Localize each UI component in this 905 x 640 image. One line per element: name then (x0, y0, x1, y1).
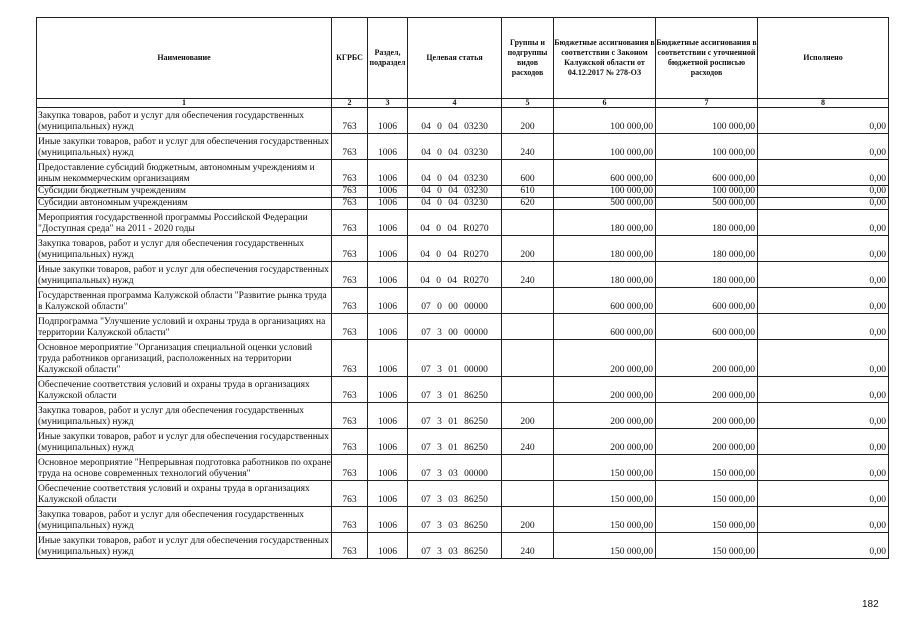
table-cell-refined: 600 000,00 (656, 314, 758, 340)
column-number-row (37, 99, 889, 108)
table-cell-name: Предоставление субсидий бюджетным, автономным учреждениям и иным некоммерческим организациям (37, 160, 332, 186)
table-cell-razdel: 1006 (368, 340, 408, 377)
table-row (37, 314, 889, 340)
column-number: 3 (368, 99, 408, 108)
table-cell-razdel: 1006 (368, 377, 408, 403)
table-cell-target: 04 0 04 R0270 (408, 236, 502, 262)
budget-table (36, 17, 889, 559)
table-cell-kgrbs: 763 (332, 507, 368, 533)
table-row (37, 236, 889, 262)
table-cell-law: 180 000,00 (554, 262, 656, 288)
table-cell-refined: 600 000,00 (656, 288, 758, 314)
table-cell-name: Основное мероприятие "Организация специальной оценки условий труда работников организаций, расположенных на территории Калужской области" (37, 340, 332, 377)
table-cell-kgrbs: 763 (332, 455, 368, 481)
table-cell-razdel: 1006 (368, 186, 408, 198)
table-cell-done: 0,00 (758, 314, 889, 340)
table-cell-razdel: 1006 (368, 533, 408, 559)
table-cell-refined: 600 000,00 (656, 160, 758, 186)
table-cell-done: 0,00 (758, 403, 889, 429)
header-name: Наименование (37, 18, 332, 99)
table-cell-law: 100 000,00 (554, 108, 656, 134)
table-cell-refined: 180 000,00 (656, 236, 758, 262)
table-cell-kgrbs: 763 (332, 377, 368, 403)
table-cell-name: Иные закупки товаров, работ и услуг для обеспечения государственных (муниципальных) нужд (37, 429, 332, 455)
table-cell-group: 200 (502, 108, 554, 134)
table-cell-name: Обеспечение соответствия условий и охраны труда в организациях Калужской области (37, 481, 332, 507)
table-cell-group (502, 314, 554, 340)
table-cell-name: Иные закупки товаров, работ и услуг для обеспечения государственных (муниципальных) нужд (37, 533, 332, 559)
header-razdel: Раздел, подраздел (368, 18, 408, 99)
table-cell-razdel: 1006 (368, 236, 408, 262)
table-cell-name: Субсидии бюджетным учреждениям (37, 186, 332, 198)
table-cell-razdel: 1006 (368, 507, 408, 533)
table-cell-done: 0,00 (758, 377, 889, 403)
table-cell-done: 0,00 (758, 108, 889, 134)
table-cell-target: 04 0 04 R0270 (408, 210, 502, 236)
table-cell-group: 600 (502, 160, 554, 186)
table-cell-done: 0,00 (758, 262, 889, 288)
table-cell-name: Государственная программа Калужской области "Развитие рынка труда в Калужской области" (37, 288, 332, 314)
table-row (37, 340, 889, 377)
table-cell-target: 07 3 01 86250 (408, 377, 502, 403)
table-cell-group (502, 481, 554, 507)
table-cell-group: 240 (502, 429, 554, 455)
table-cell-group: 200 (502, 507, 554, 533)
table-cell-law: 200 000,00 (554, 377, 656, 403)
table-cell-refined: 200 000,00 (656, 340, 758, 377)
table-cell-refined: 100 000,00 (656, 108, 758, 134)
table-cell-target: 07 3 01 86250 (408, 403, 502, 429)
table-cell-refined: 500 000,00 (656, 198, 758, 210)
table-cell-razdel: 1006 (368, 198, 408, 210)
table-cell-target: 04 0 04 03230 (408, 198, 502, 210)
table-row (37, 403, 889, 429)
table-cell-group (502, 340, 554, 377)
table-row (37, 108, 889, 134)
table-cell-group (502, 455, 554, 481)
table-cell-razdel: 1006 (368, 262, 408, 288)
table-cell-done: 0,00 (758, 455, 889, 481)
table-cell-group: 620 (502, 198, 554, 210)
table-cell-refined: 100 000,00 (656, 186, 758, 198)
table-cell-law: 150 000,00 (554, 455, 656, 481)
table-cell-done: 0,00 (758, 236, 889, 262)
table-cell-name: Субсидии автономным учреждениям (37, 198, 332, 210)
table-cell-law: 150 000,00 (554, 533, 656, 559)
table-cell-refined: 200 000,00 (656, 429, 758, 455)
table-cell-done: 0,00 (758, 481, 889, 507)
table-cell-group (502, 288, 554, 314)
table-cell-target: 04 0 04 03230 (408, 186, 502, 198)
header-kgrbs: КГРБС (332, 18, 368, 99)
table-cell-kgrbs: 763 (332, 429, 368, 455)
table-cell-done: 0,00 (758, 533, 889, 559)
table-row (37, 210, 889, 236)
table-cell-name: Закупка товаров, работ и услуг для обеспечения государственных (муниципальных) нужд (37, 236, 332, 262)
table-cell-name: Закупка товаров, работ и услуг для обеспечения государственных (муниципальных) нужд (37, 507, 332, 533)
table-cell-target: 04 0 04 03230 (408, 134, 502, 160)
table-cell-name: Мероприятия государственной программы Российской Федерации "Доступная среда" на 2011 - 2020 годы (37, 210, 332, 236)
table-cell-law: 600 000,00 (554, 314, 656, 340)
table-cell-kgrbs: 763 (332, 236, 368, 262)
table-cell-group: 240 (502, 134, 554, 160)
column-number: 4 (408, 99, 502, 108)
table-cell-law: 150 000,00 (554, 481, 656, 507)
table-cell-name: Подпрограмма "Улучшение условий и охраны труда в организациях на территории Калужской области" (37, 314, 332, 340)
table-cell-target: 04 0 04 R0270 (408, 262, 502, 288)
table-cell-razdel: 1006 (368, 429, 408, 455)
table-row (37, 533, 889, 559)
table-cell-razdel: 1006 (368, 134, 408, 160)
table-row (37, 455, 889, 481)
table-cell-razdel: 1006 (368, 403, 408, 429)
table-cell-law: 500 000,00 (554, 198, 656, 210)
table-cell-kgrbs: 763 (332, 403, 368, 429)
table-cell-group (502, 210, 554, 236)
table-row (37, 288, 889, 314)
table-row (37, 186, 889, 198)
column-number: 5 (502, 99, 554, 108)
column-number: 6 (554, 99, 656, 108)
header-law: Бюджетные ассигнования в соответствии с Законом Калужской области от 04.12.2017 № 278-ОЗ (554, 18, 656, 99)
table-cell-law: 200 000,00 (554, 340, 656, 377)
header-row (37, 18, 889, 99)
table-cell-razdel: 1006 (368, 108, 408, 134)
table-cell-refined: 150 000,00 (656, 455, 758, 481)
table-cell-kgrbs: 763 (332, 108, 368, 134)
table-cell-group (502, 377, 554, 403)
table-cell-refined: 150 000,00 (656, 533, 758, 559)
table-row (37, 134, 889, 160)
table-cell-law: 100 000,00 (554, 134, 656, 160)
table-cell-razdel: 1006 (368, 210, 408, 236)
table-cell-razdel: 1006 (368, 455, 408, 481)
table-cell-refined: 180 000,00 (656, 210, 758, 236)
table-cell-done: 0,00 (758, 186, 889, 198)
table-cell-group: 610 (502, 186, 554, 198)
table-cell-kgrbs: 763 (332, 210, 368, 236)
table-row (37, 481, 889, 507)
column-number: 7 (656, 99, 758, 108)
table-row (37, 429, 889, 455)
table-cell-name: Иные закупки товаров, работ и услуг для обеспечения государственных (муниципальных) нужд (37, 134, 332, 160)
table-cell-target: 07 0 00 00000 (408, 288, 502, 314)
table-cell-target: 07 3 01 00000 (408, 340, 502, 377)
table-cell-name: Обеспечение соответствия условий и охраны труда в организациях Калужской области (37, 377, 332, 403)
table-cell-target: 07 3 03 86250 (408, 481, 502, 507)
table-cell-law: 600 000,00 (554, 160, 656, 186)
table-cell-done: 0,00 (758, 507, 889, 533)
column-number: 8 (758, 99, 889, 108)
header-groups: Группы и подгруппы видов расходов (502, 18, 554, 99)
table-cell-name: Закупка товаров, работ и услуг для обеспечения государственных (муниципальных) нужд (37, 108, 332, 134)
table-cell-kgrbs: 763 (332, 340, 368, 377)
table-cell-law: 100 000,00 (554, 186, 656, 198)
table-cell-target: 07 3 03 86250 (408, 533, 502, 559)
table-cell-name: Основное мероприятие "Непрерывная подготовка работников по охране труда на основе современных технологий обучения" (37, 455, 332, 481)
table-cell-razdel: 1006 (368, 288, 408, 314)
table-cell-done: 0,00 (758, 198, 889, 210)
table-row (37, 262, 889, 288)
table-cell-refined: 180 000,00 (656, 262, 758, 288)
table-cell-target: 07 3 03 00000 (408, 455, 502, 481)
table-cell-kgrbs: 763 (332, 160, 368, 186)
table-cell-target: 04 0 04 03230 (408, 160, 502, 186)
table-cell-done: 0,00 (758, 288, 889, 314)
table-cell-refined: 200 000,00 (656, 403, 758, 429)
table-cell-refined: 200 000,00 (656, 377, 758, 403)
table-cell-kgrbs: 763 (332, 481, 368, 507)
column-number: 1 (37, 99, 332, 108)
table-cell-kgrbs: 763 (332, 314, 368, 340)
table-cell-law: 600 000,00 (554, 288, 656, 314)
table-cell-group: 240 (502, 533, 554, 559)
table-cell-law: 180 000,00 (554, 210, 656, 236)
table-cell-law: 200 000,00 (554, 429, 656, 455)
table-cell-razdel: 1006 (368, 481, 408, 507)
header-target: Целевая статья (408, 18, 502, 99)
table-cell-target: 04 0 04 03230 (408, 108, 502, 134)
table-row (37, 198, 889, 210)
table-cell-kgrbs: 763 (332, 198, 368, 210)
table-cell-razdel: 1006 (368, 314, 408, 340)
table-cell-kgrbs: 763 (332, 262, 368, 288)
table-cell-done: 0,00 (758, 210, 889, 236)
table-cell-target: 07 3 01 86250 (408, 429, 502, 455)
table-cell-target: 07 3 03 86250 (408, 507, 502, 533)
header-refined: Бюджетные ассигнования в соответствии с уточненной бюджетной росписью расходов (656, 18, 758, 99)
table-cell-done: 0,00 (758, 134, 889, 160)
table-cell-done: 0,00 (758, 340, 889, 377)
table-cell-law: 150 000,00 (554, 507, 656, 533)
table-cell-name: Закупка товаров, работ и услуг для обеспечения государственных (муниципальных) нужд (37, 403, 332, 429)
table-cell-group: 200 (502, 403, 554, 429)
page-number: 182 (862, 599, 879, 610)
table-row (37, 377, 889, 403)
table-cell-law: 180 000,00 (554, 236, 656, 262)
table-row (37, 160, 889, 186)
table-cell-kgrbs: 763 (332, 533, 368, 559)
column-number: 2 (332, 99, 368, 108)
table-cell-kgrbs: 763 (332, 186, 368, 198)
table-cell-law: 200 000,00 (554, 403, 656, 429)
table-cell-group: 200 (502, 236, 554, 262)
table-cell-refined: 150 000,00 (656, 481, 758, 507)
table-cell-kgrbs: 763 (332, 288, 368, 314)
table-cell-refined: 100 000,00 (656, 134, 758, 160)
table-cell-target: 07 3 00 00000 (408, 314, 502, 340)
table-cell-done: 0,00 (758, 160, 889, 186)
table-cell-refined: 150 000,00 (656, 507, 758, 533)
table-cell-razdel: 1006 (368, 160, 408, 186)
header-done: Исполнено (758, 18, 889, 99)
table-cell-kgrbs: 763 (332, 134, 368, 160)
table-cell-name: Иные закупки товаров, работ и услуг для обеспечения государственных (муниципальных) нужд (37, 262, 332, 288)
table-cell-done: 0,00 (758, 429, 889, 455)
table-cell-group: 240 (502, 262, 554, 288)
table-row (37, 507, 889, 533)
